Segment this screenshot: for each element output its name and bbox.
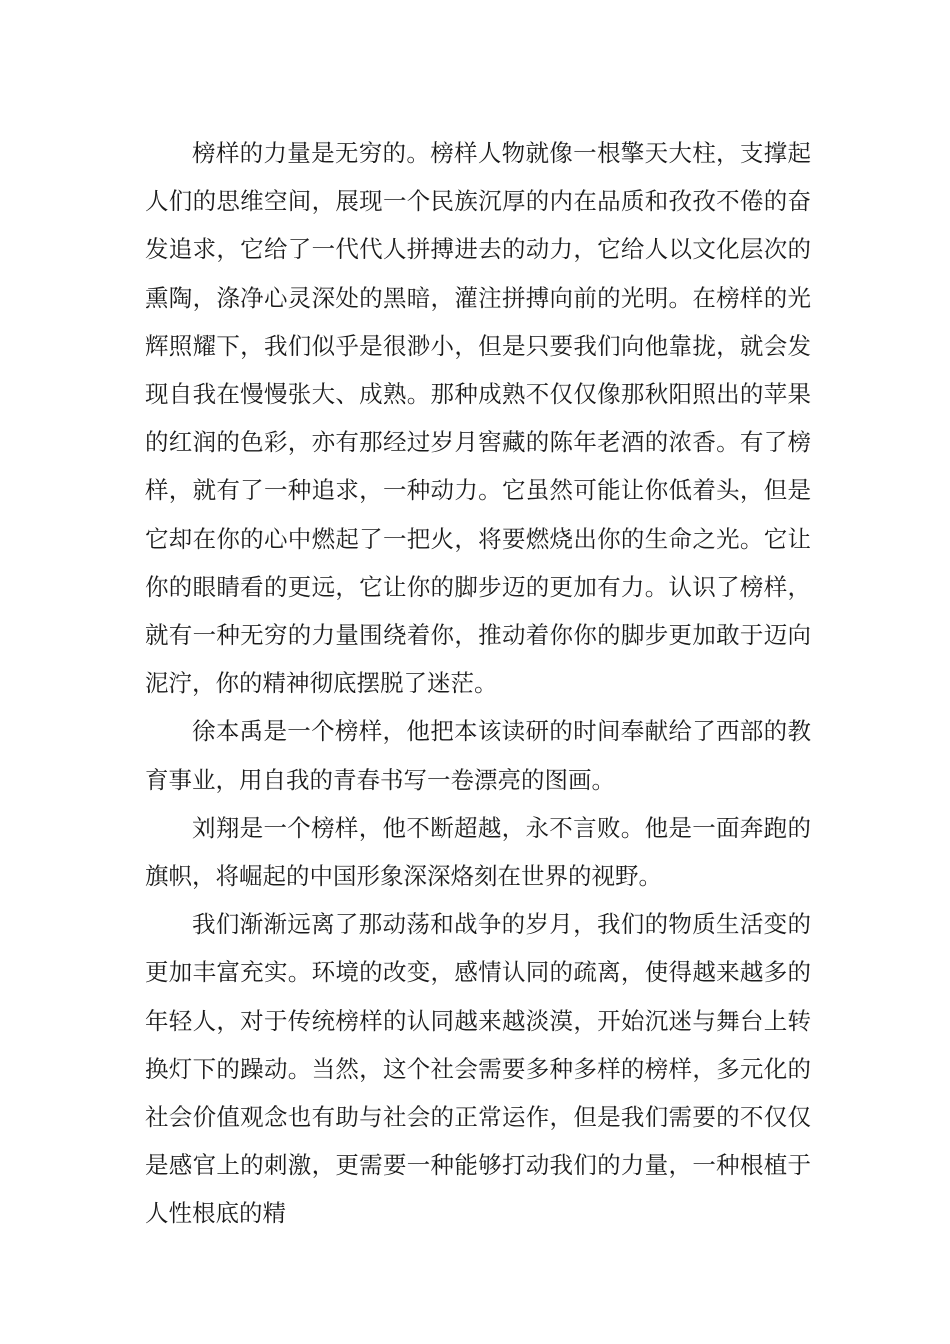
paragraph-role-models-power: 榜样的力量是无穷的。榜样人物就像一根擎天大柱，支撑起人们的思维空间，展现一个民族沉厚的内在品质和孜孜不倦的奋发追求，它给了一代代人拼搏进去的动力，它给人以文化层次的熏陶，涤净心灵深处的黑暗，灌注拼搏向前的光明。在榜样的光辉照耀下，我们似乎是很渺小，但是只要我们向他靠拢，就会发现自我在慢慢张大、成熟。那种成熟不仅仅像那秋阳照出的苹果的红润的色彩，亦有那经过岁月窖藏的陈年老酒的浓香。有了榜样，就有了一种追求，一种动力。它虽然可能让你低着头，但是它却在你的心中燃起了一把火，将要燃烧出你的生命之光。它让你的眼睛看的更远，它让你的脚步迈的更加有力。认识了榜样，就有一种无穷的力量围绕着你，推动着你你的脚步更加敢于迈向泥泞，你的精神彻底摆脱了迷茫。 (145, 139, 811, 698)
paragraph-liu-xiang: 刘翔是一个榜样，他不断超越，永不言败。他是一面奔跑的旗帜，将崛起的中国形象深深烙刻在世界的视野。 (145, 813, 811, 891)
paragraph-modern-society: 我们渐渐远离了那动荡和战争的岁月，我们的物质生活变的更加丰富充实。环境的改变，感情认同的疏离，使得越来越多的年轻人，对于传统榜样的认同越来越淡漠，开始沉迷与舞台上转换灯下的躁动。当然，这个社会需要多种多样的榜样，多元化的社会价值观念也有助与社会的正常运作，但是我们需要的不仅仅是感官上的刺激，更需要一种能够打动我们的力量，一种根植于人性根底的精 (145, 910, 811, 1228)
paragraph-xu-benyu: 徐本禹是一个榜样，他把本该读研的时间奉献给了西部的教育事业，用自我的青春书写一卷漂亮的图画。 (145, 717, 811, 794)
body-text (145, 129, 811, 1238)
